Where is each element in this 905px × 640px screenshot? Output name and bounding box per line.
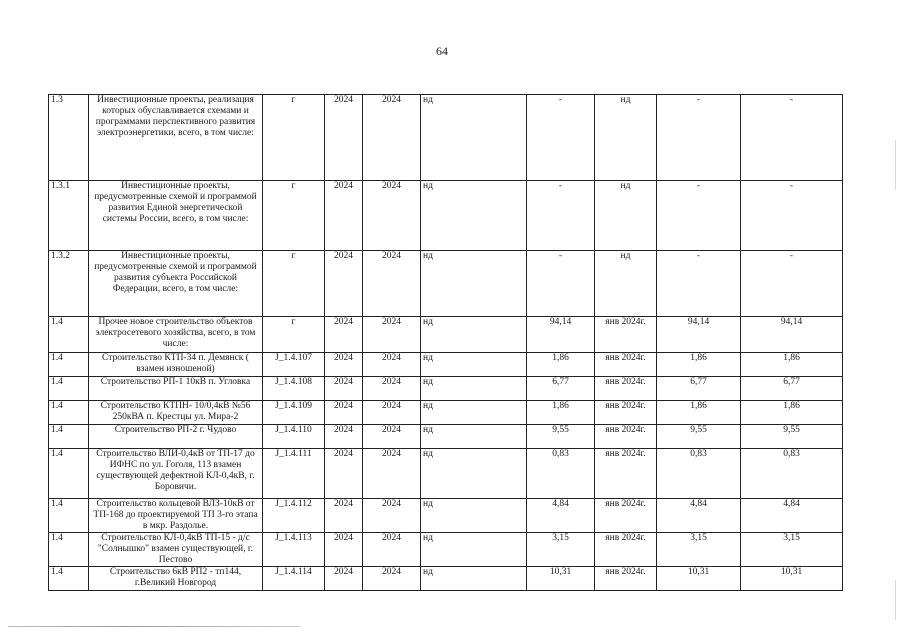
- value-1: 10,31: [527, 567, 595, 591]
- project-name: Строительство РП-2 г. Чудово: [89, 425, 263, 449]
- project-id: г: [263, 251, 325, 317]
- status-value: нд: [421, 401, 527, 425]
- project-id: г: [263, 181, 325, 251]
- value-2: 6,77: [657, 377, 741, 401]
- date-value: янв 2024г.: [595, 425, 657, 449]
- project-name: Строительство КЛ-0,4кВ ТП-15 - д/с "Солнышко" взамен существующей, г. Пестово: [89, 533, 263, 567]
- project-id: J_1.4.114: [263, 567, 325, 591]
- year-end: 2024: [363, 353, 421, 377]
- table-row: [49, 425, 843, 449]
- table-row: [49, 251, 843, 317]
- project-name: Инвестиционные проекты, реализация которых обуславливается схемами и программами перспективного развития электроэнергетики, всего, в том числе:: [89, 95, 263, 181]
- status-value: нд: [421, 181, 527, 251]
- row-number: 1.4: [49, 449, 89, 499]
- row-number: 1.4: [49, 499, 89, 533]
- row-number: 1.4: [49, 353, 89, 377]
- date-value: янв 2024г.: [595, 533, 657, 567]
- project-id: г: [263, 95, 325, 181]
- project-name: Строительство РП-1 10кВ п. Угловка: [89, 377, 263, 401]
- project-id: J_1.4.113: [263, 533, 325, 567]
- project-name: Строительство КТПН- 10/0,4кВ №56 250кВА п. Крестцы ул. Мира-2: [89, 401, 263, 425]
- table-row: [49, 95, 843, 181]
- year-start: 2024: [325, 353, 363, 377]
- value-2: 1,86: [657, 353, 741, 377]
- year-start: 2024: [325, 449, 363, 499]
- status-value: нд: [421, 499, 527, 533]
- row-number: 1.4: [49, 401, 89, 425]
- row-number: 1.4: [49, 377, 89, 401]
- value-3: 1,86: [741, 353, 843, 377]
- date-value: янв 2024г.: [595, 353, 657, 377]
- project-name: Строительство ВЛИ-0,4кВ от ТП-17 до ИФНС по ул. Гоголя, 113 взамен существующей дефектной КЛ-0,4кВ, г. Боровичи.: [89, 449, 263, 499]
- status-value: нд: [421, 567, 527, 591]
- year-start: 2024: [325, 401, 363, 425]
- status-value: нд: [421, 533, 527, 567]
- year-end: 2024: [363, 449, 421, 499]
- date-value: янв 2024г.: [595, 499, 657, 533]
- value-3: 10,31: [741, 567, 843, 591]
- project-id: J_1.4.110: [263, 425, 325, 449]
- status-value: нд: [421, 251, 527, 317]
- row-number: 1.3: [49, 95, 89, 181]
- value-2: 3,15: [657, 533, 741, 567]
- value-3: 6,77: [741, 377, 843, 401]
- year-end: 2024: [363, 401, 421, 425]
- table-row: [49, 567, 843, 591]
- year-start: 2024: [325, 181, 363, 251]
- table-row: [49, 449, 843, 499]
- value-1: 3,15: [527, 533, 595, 567]
- date-value: нд: [595, 181, 657, 251]
- value-1: 94,14: [527, 317, 595, 353]
- value-3: 3,15: [741, 533, 843, 567]
- row-number: 1.4: [49, 317, 89, 353]
- date-value: нд: [595, 95, 657, 181]
- project-name: Прочее новое строительство объектов электросетевого хозяйства, всего, в том числе:: [89, 317, 263, 353]
- row-number: 1.4: [49, 425, 89, 449]
- value-1: 1,86: [527, 353, 595, 377]
- status-value: нд: [421, 425, 527, 449]
- value-3: 9,55: [741, 425, 843, 449]
- year-start: 2024: [325, 95, 363, 181]
- value-2: -: [657, 251, 741, 317]
- row-number: 1.3.2: [49, 251, 89, 317]
- year-end: 2024: [363, 377, 421, 401]
- status-value: нд: [421, 95, 527, 181]
- status-value: нд: [421, 449, 527, 499]
- row-number: 1.3.1: [49, 181, 89, 251]
- year-start: 2024: [325, 567, 363, 591]
- project-id: J_1.4.111: [263, 449, 325, 499]
- value-1: -: [527, 95, 595, 181]
- date-value: янв 2024г.: [595, 317, 657, 353]
- value-2: -: [657, 95, 741, 181]
- year-end: 2024: [363, 425, 421, 449]
- scan-artifact-mark: [895, 580, 896, 620]
- project-name: Строительство кольцевой ВЛЗ-10кВ от ТП-168 до проектируемой ТП 3-го этапа в мкр. Раздолье.: [89, 499, 263, 533]
- project-name: Инвестиционные проекты, предусмотренные схемой и программой развития Единой энергетической системы России, всего, в том числе:: [89, 181, 263, 251]
- year-end: 2024: [363, 317, 421, 353]
- status-value: нд: [421, 317, 527, 353]
- year-end: 2024: [363, 251, 421, 317]
- table-row: [49, 499, 843, 533]
- value-2: -: [657, 181, 741, 251]
- value-1: 6,77: [527, 377, 595, 401]
- row-number: 1.4: [49, 567, 89, 591]
- year-start: 2024: [325, 425, 363, 449]
- value-3: 0,83: [741, 449, 843, 499]
- year-start: 2024: [325, 499, 363, 533]
- year-end: 2024: [363, 499, 421, 533]
- value-3: -: [741, 95, 843, 181]
- value-3: 4,84: [741, 499, 843, 533]
- value-2: 94,14: [657, 317, 741, 353]
- status-value: нд: [421, 353, 527, 377]
- page-number: 64: [436, 44, 448, 58]
- value-1: 4,84: [527, 499, 595, 533]
- status-value: нд: [421, 377, 527, 401]
- table-row: [49, 317, 843, 353]
- table-row: [49, 181, 843, 251]
- value-2: 10,31: [657, 567, 741, 591]
- value-2: 9,55: [657, 425, 741, 449]
- scan-artifact-line: [8, 626, 300, 627]
- value-3: -: [741, 251, 843, 317]
- value-3: -: [741, 181, 843, 251]
- project-id: J_1.4.108: [263, 377, 325, 401]
- value-3: 1,86: [741, 401, 843, 425]
- row-number: 1.4: [49, 533, 89, 567]
- year-start: 2024: [325, 251, 363, 317]
- value-3: 94,14: [741, 317, 843, 353]
- year-start: 2024: [325, 377, 363, 401]
- year-end: 2024: [363, 567, 421, 591]
- table-row: [49, 353, 843, 377]
- date-value: янв 2024г.: [595, 449, 657, 499]
- year-start: 2024: [325, 317, 363, 353]
- project-name: Строительство КТП-34 п. Демянск ( взамен изношеной): [89, 353, 263, 377]
- investment-projects-table: [48, 94, 843, 591]
- project-id: г: [263, 317, 325, 353]
- value-2: 0,83: [657, 449, 741, 499]
- date-value: янв 2024г.: [595, 401, 657, 425]
- scan-artifact-mark: [895, 140, 896, 190]
- date-value: янв 2024г.: [595, 377, 657, 401]
- project-name: Инвестиционные проекты, предусмотренные схемой и программой развития субъекта Российской Федерации, всего, в том числе:: [89, 251, 263, 317]
- year-end: 2024: [363, 181, 421, 251]
- value-1: -: [527, 181, 595, 251]
- year-end: 2024: [363, 95, 421, 181]
- project-id: J_1.4.112: [263, 499, 325, 533]
- value-1: 0,83: [527, 449, 595, 499]
- value-2: 1,86: [657, 401, 741, 425]
- year-start: 2024: [325, 533, 363, 567]
- project-name: Строительство 6кВ РП2 - тп144, г.Великий Новгород: [89, 567, 263, 591]
- value-1: -: [527, 251, 595, 317]
- table-row: [49, 377, 843, 401]
- value-1: 9,55: [527, 425, 595, 449]
- date-value: нд: [595, 251, 657, 317]
- year-end: 2024: [363, 533, 421, 567]
- table-row: [49, 401, 843, 425]
- value-1: 1,86: [527, 401, 595, 425]
- date-value: янв 2024г.: [595, 567, 657, 591]
- table-row: [49, 533, 843, 567]
- value-2: 4,84: [657, 499, 741, 533]
- project-id: J_1.4.109: [263, 401, 325, 425]
- project-id: J_1.4.107: [263, 353, 325, 377]
